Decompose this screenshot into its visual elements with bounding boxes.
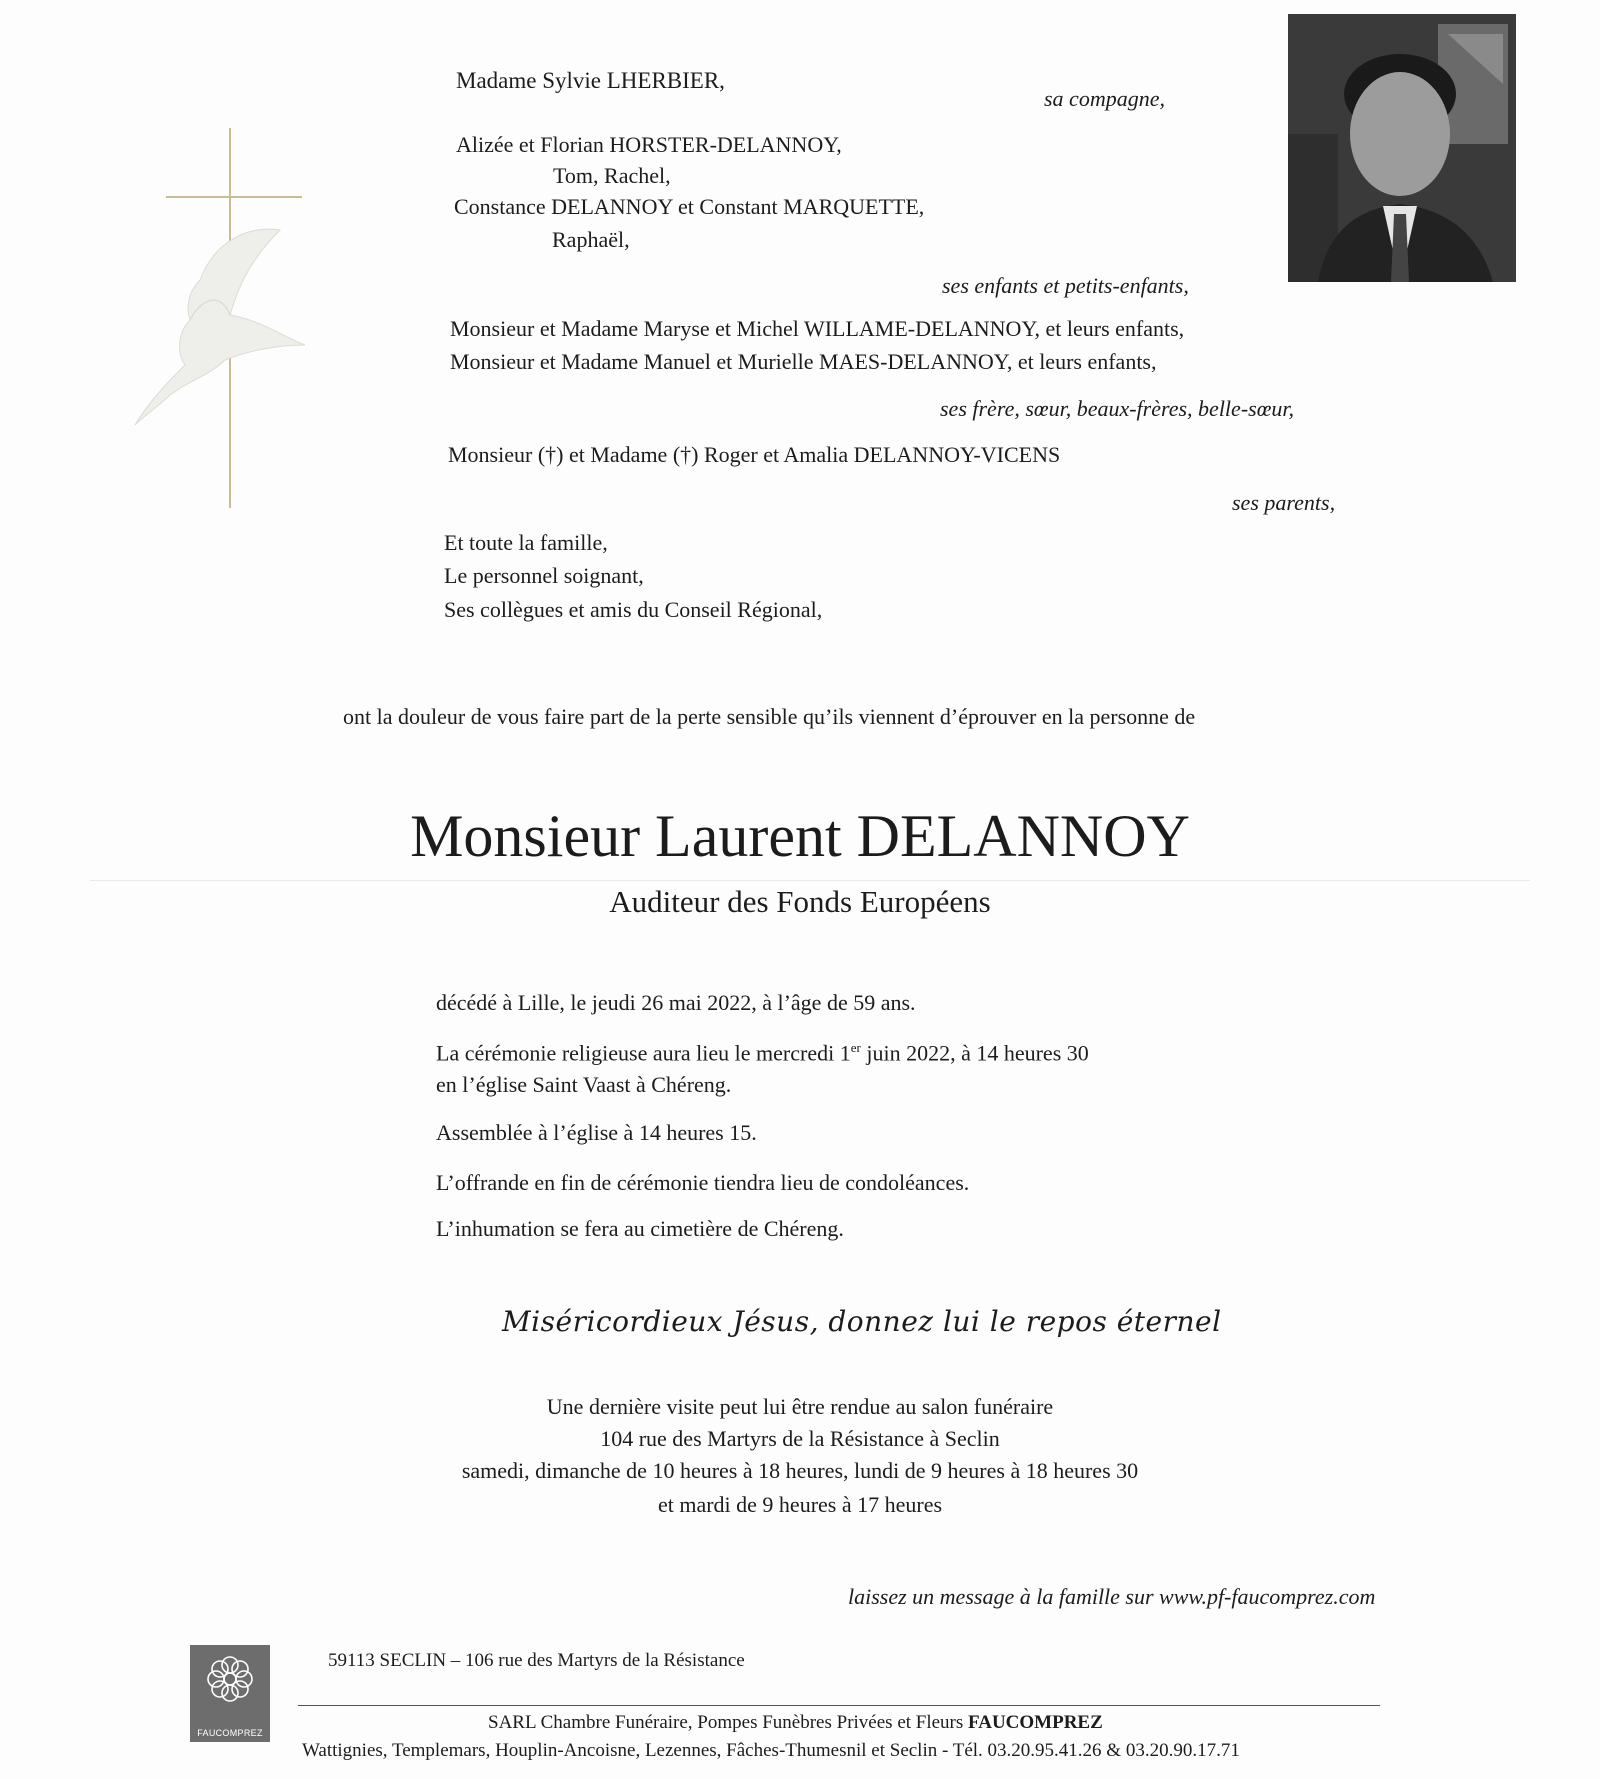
assembly-details: Assemblée à l’église à 14 heures 15. [436,1120,757,1145]
visit-line: et mardi de 9 heures à 17 heures [657,1492,943,1517]
companion-name: Madame Sylvie LHERBIER, [456,68,725,93]
siblings-role: ses frère, sœur, beaux-frères, belle-sœur, [940,396,1294,421]
dove-icon [130,220,320,430]
children-role: ses enfants et petits-enfants, [942,273,1189,298]
siblings-line: Monsieur et Madame Manuel et Murielle MAES-DELANNOY, et leurs enfants, [450,349,1157,374]
children-line: Alizée et Florian HORSTER-DELANNOY, [456,132,842,157]
footer-address: 59113 SECLIN – 106 rue des Martyrs de la Résistance [328,1650,745,1671]
parents-role: ses parents, [1232,490,1336,515]
cross-horizontal-bar [166,196,302,198]
portrait-photo [1288,14,1516,282]
deceased-title: Auditeur des Fonds Européens [609,884,991,919]
children-line: Raphaël, [552,227,630,252]
others-line: Le personnel soignant, [444,563,644,588]
visit-line: 104 rue des Martyrs de la Résistance à Seclin [600,1426,1000,1451]
others-line: Et toute la famille, [444,530,608,555]
ceremony-location: en l’église Saint Vaast à Chéreng. [436,1072,732,1097]
logo-text: FAUCOMPREZ [197,1728,263,1738]
footer-company: SARL Chambre Funéraire, Pompes Funèbres Privées et Fleurs FAUCOMPREZ [488,1712,1103,1733]
footer-locations: Wattignies, Templemars, Houplin-Ancoisne, Lezennes, Fâches-Thumesnil et Seclin - Tél. 03.20.95.41.26 & 03.20.90.17.71 [302,1740,1240,1761]
children-line: Tom, Rachel, [553,163,671,188]
fold-divider [90,880,1530,881]
parents-line: Monsieur (†) et Madame (†) Roger et Amalia DELANNOY-VICENS [448,442,1061,467]
visit-line: Une dernière visite peut lui être rendue au salon funéraire [546,1394,1054,1419]
children-line: Constance DELANNOY et Constant MARQUETTE, [454,194,925,219]
death-details: décédé à Lille, le jeudi 26 mai 2022, à l’âge de 59 ans. [436,990,916,1015]
message-note: laissez un message à la famille sur www.pf-faucomprez.com [848,1584,1376,1609]
faucomprez-logo [190,1645,270,1742]
visit-line: samedi, dimanche de 10 heures à 18 heures, lundi de 9 heures à 18 heures 30 [461,1458,1139,1483]
rosette-icon [190,1645,270,1725]
siblings-line: Monsieur et Madame Maryse et Michel WILLAME-DELANNOY, et leurs enfants, [450,316,1185,341]
prayer-line: Miséricordieux Jésus, donnez lui le repos éternel [502,1305,1222,1338]
deceased-name: Monsieur Laurent DELANNOY [410,803,1190,869]
announcement-text: ont la douleur de vous faire part de la perte sensible qu’ils viennent d’éprouver en la personne de [343,704,1196,729]
burial-details: L’inhumation se fera au cimetière de Chéreng. [436,1216,844,1241]
footer-rule [298,1705,1380,1706]
companion-role: sa compagne, [1044,86,1165,111]
offering-details: L’offrande en fin de cérémonie tiendra lieu de condoléances. [436,1170,970,1195]
ceremony-details: La cérémonie religieuse aura lieu le mercredi 1er juin 2022, à 14 heures 30 [436,1040,1089,1066]
others-line: Ses collègues et amis du Conseil Régional, [444,597,823,622]
